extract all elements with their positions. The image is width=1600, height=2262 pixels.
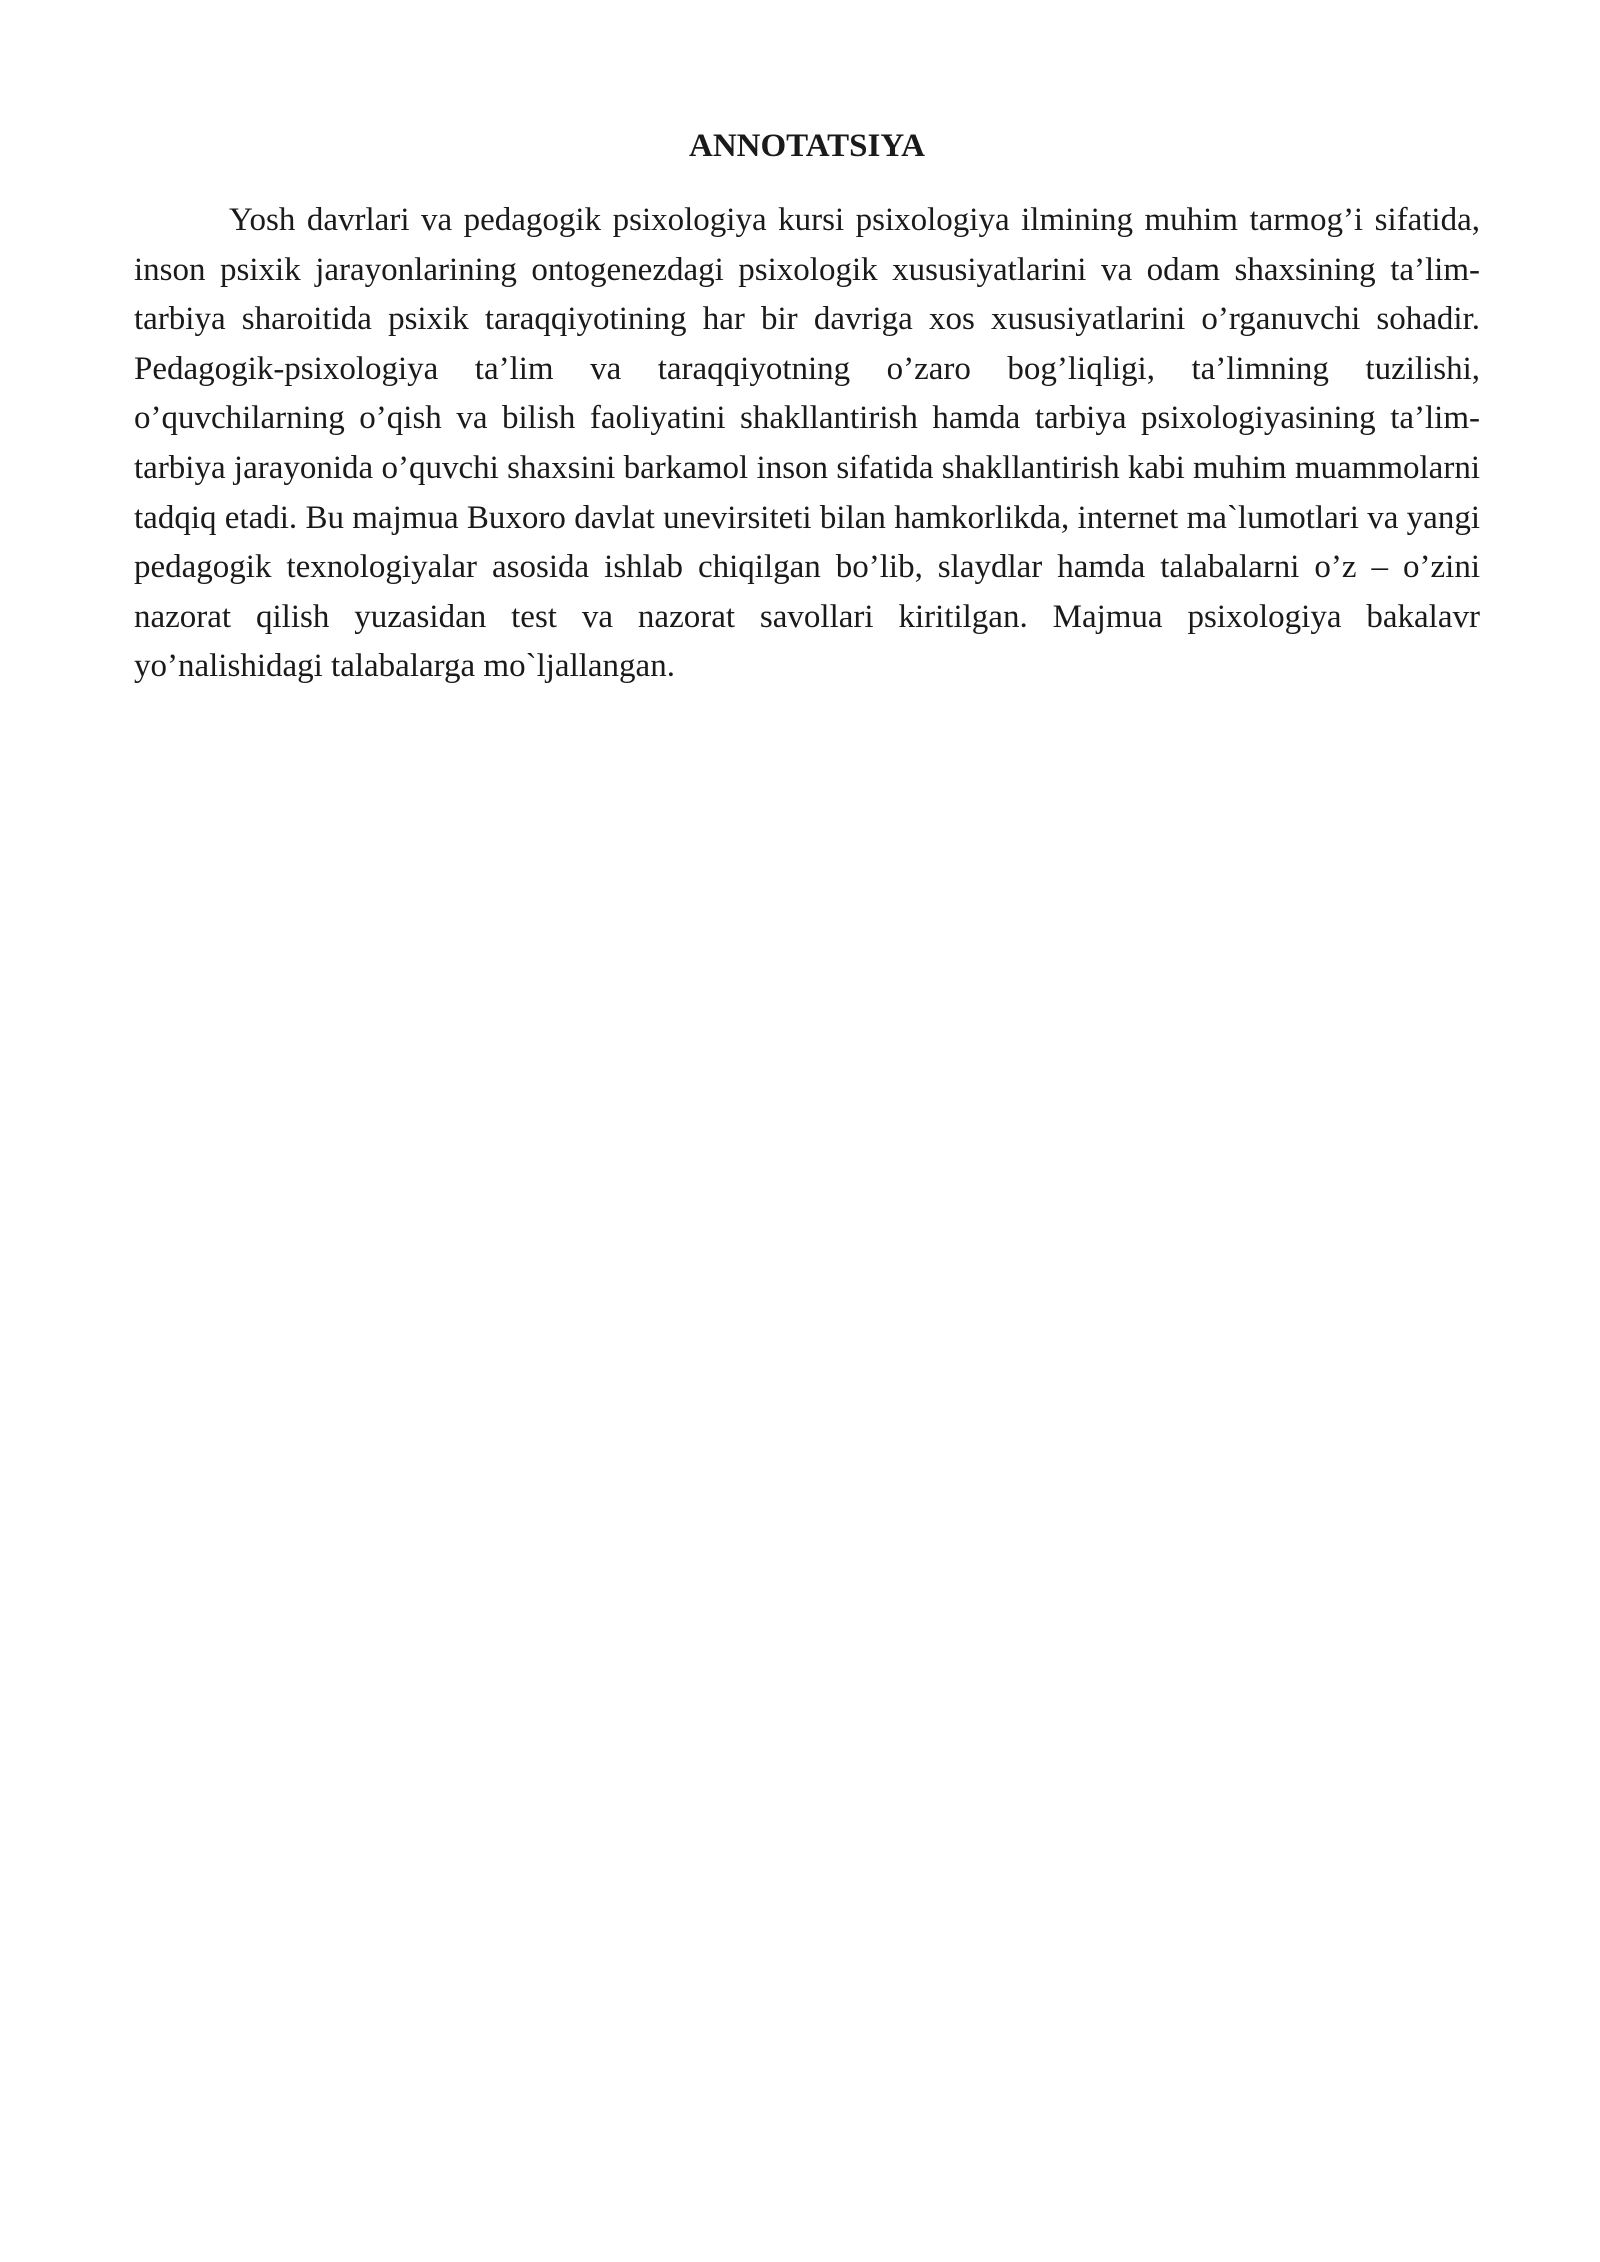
annotation-paragraph: Yosh davrlari va pedagogik psixologiya kursi psixologiya ilmining muhim tarmog’i sifatida, inson psixik jarayonlarining ontogenezdagi psixologik xususiyatlarini va odam shaxsining ta’lim-tarbiya sharoitida psixik taraqqiyotining har bir davriga xos xususiyatlarini o’rganuvchi sohadir. Pedagogik-psixologiya ta’lim va taraqqiyotning o’zaro bog’liqligi, ta’limning tuzilishi, o’quvchilarning o’qish va bilish faoliyatini shakllantirish hamda tarbiya psixologiyasining ta’lim-tarbiya jarayonida o’quvchi shaxsini barkamol inson sifatida shakllantirish kabi muhim muammolarni tadqiq etadi. Bu majmua Buxoro davlat unevirsiteti bilan hamkorlikda, internet ma`lumotlari va yangi pedagogik texnologiyalar asosida ishlab chiqilgan bo’lib, slaydlar hamda talabalarni o’z – o’zini nazorat qilish yuzasidan test va nazorat savollari kiritilgan. Majmua psixologiya bakalavr yo’nalishidagi talabalarga mo`ljallangan. [134,202,1480,685]
page-title: ANNOTATSIYA [689,128,925,164]
